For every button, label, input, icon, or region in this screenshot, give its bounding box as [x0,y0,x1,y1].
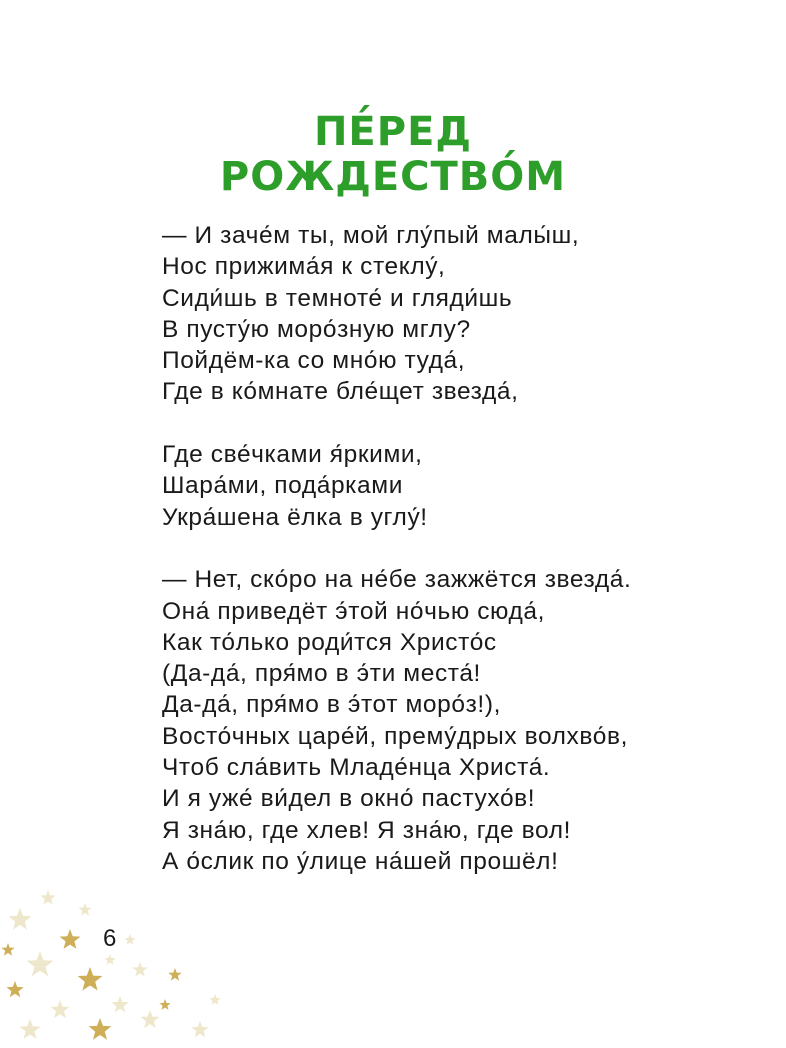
poem-line: Восто́чных царе́й, прему́дрых волхво́в, [162,722,628,750]
poem-title-line-1: ПЕ́РЕД [313,109,473,155]
poem-line: — И заче́м ты, мой глу́пый малы́ш, [162,222,580,249]
star-icon [191,1021,208,1037]
star-icon [111,996,128,1012]
poem-line: Укра́шена ёлка в углу́! [162,503,428,531]
star-icon [159,999,170,1010]
star-icon [78,967,103,991]
poem-line: (Да-да́, пря́мо в э́ти места́! [162,660,481,688]
star-icon [9,908,32,930]
poem-line: В пусту́ю моро́зную мглу? [162,315,471,343]
poem-line: А о́слик по у́лице на́шей прошёл! [162,847,559,875]
poem-line: Где све́чками я́ркими, [162,441,423,469]
stanza-gap [162,533,762,564]
poem-line: Пойдём-ка со мно́ю туда́, [162,347,466,375]
poem-line: Как то́лько роди́тся Христо́с [162,628,497,656]
poem-line: Сиди́шь в темноте́ и гляди́шь [162,284,513,312]
decorative-stars-cluster [0,880,240,1048]
poem-line: Я зна́ю, где хлев! Я зна́ю, где вол! [162,816,572,844]
page-number: 6 [103,925,117,952]
star-icon [40,890,55,905]
star-icon [132,962,147,977]
poem-line: Чтоб сла́вить Младе́нца Христа́. [162,754,551,782]
poem-line: Да-да́, пря́мо в э́тот моро́з!), [162,691,501,719]
poem-body [162,220,762,877]
star-icon [60,929,81,949]
star-icon [89,1018,112,1040]
star-icon [141,1010,160,1028]
star-icon [104,954,115,965]
star-icon [6,981,23,997]
star-icon [124,934,135,945]
poem-line: Нос прижима́я к стеклу́, [162,253,446,281]
poem-line: И я уже́ ви́дел в окно́ пастухо́в! [162,785,536,813]
poem-line: — Нет, ско́ро на не́бе зажжётся звезда́. [162,566,632,594]
stanza-gap [162,408,762,439]
star-icon [168,968,181,981]
stanza-1 [162,220,762,408]
poem-line: Где в ко́мнате бле́щет звезда́, [162,378,519,406]
star-icon [209,994,220,1005]
poem-line: Шара́ми, пода́рками [162,472,403,500]
star-icon [78,903,91,916]
star-icon [27,951,54,976]
stanza-2 [162,439,762,533]
star-icon [20,1019,41,1039]
poem-title-line-2: РОЖДЕСТВО́М [219,154,567,200]
poem-line: Она́ приведёт э́той но́чью сюда́, [162,597,546,625]
star-icon [1,943,14,956]
star-icon [51,1000,70,1018]
stanza-3 [162,564,762,877]
